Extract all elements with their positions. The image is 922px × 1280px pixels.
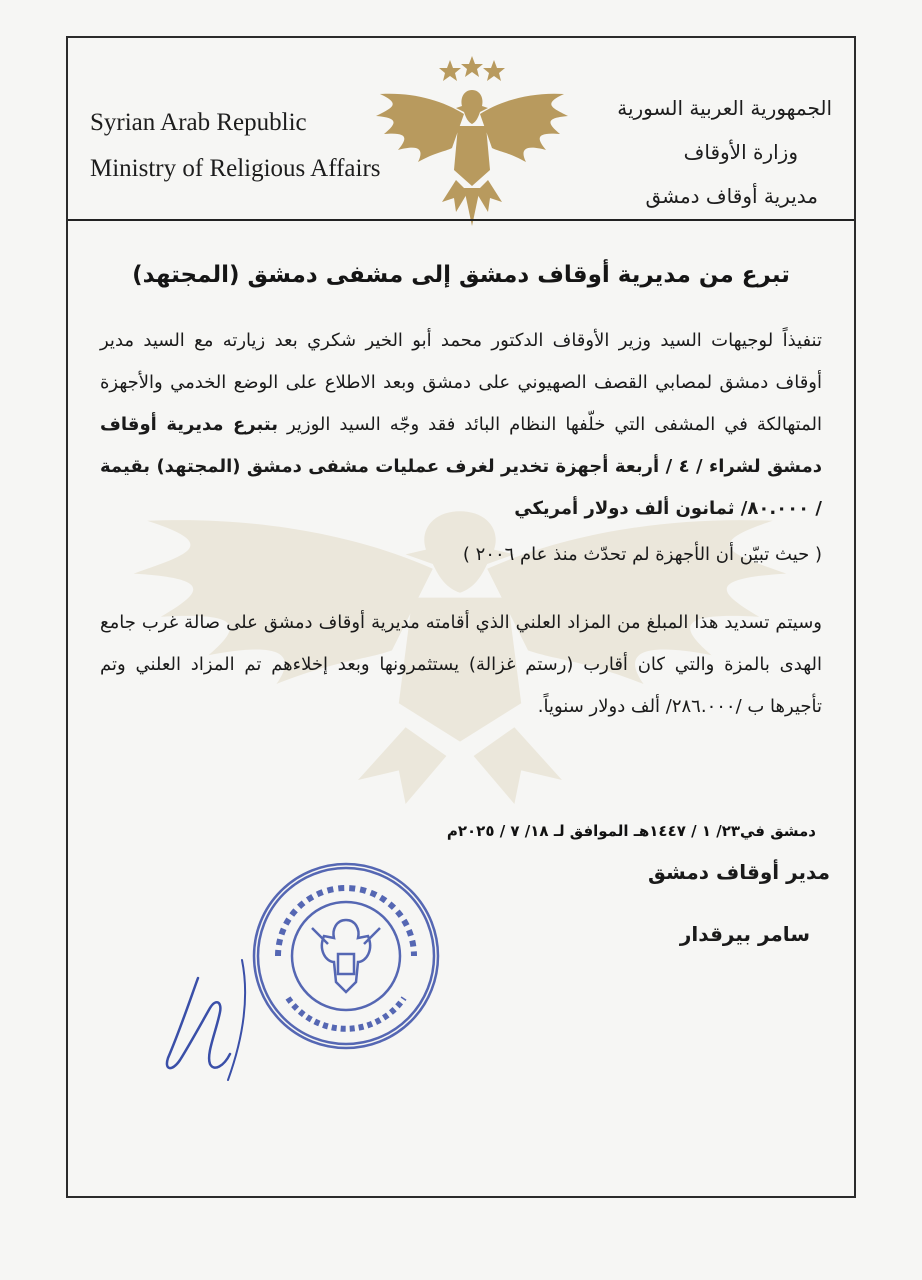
date-line: دمشق في٢٣/ ١ / ١٤٤٧هـ الموافق لـ ١٨/ ٧ / ٢٠٢٥م — [446, 822, 816, 840]
signatory-title: مدير أوقاف دمشق — [648, 860, 830, 884]
header-arabic-line-2: وزارة الأوقاف — [683, 140, 798, 164]
device-age-note: ( حيث تبيّن أن الأجهزة لم تحدّث منذ عام ٢٠٠٦ ) — [462, 544, 822, 565]
body-paragraph-2: وسيتم تسديد هذا المبلغ من المزاد العلني الذي أقامته مديرية أوقاف دمشق على صالة غرب جامع الهدى بالمزة والتي كان أقارب (رستم غزالة) يستثمرونها وبعد إخلاءهم تم المزاد العلني وتم تأجيرها ب /٢٨٦.٠٠٠/ ألف دولار سنوياً. — [100, 612, 822, 717]
header-english-line-2: Ministry of Religious Affairs — [90, 155, 381, 182]
header-english — [90, 100, 420, 192]
handwritten-signature-icon — [150, 950, 300, 1090]
header-arabic-line-3: مديرية أوقاف دمشق — [645, 184, 818, 208]
body-paragraph-1-text: تنفيذاً لوجيهات السيد وزير الأوقاف الدكتور محمد أبو الخير شكري بعد زيارته مع السيد مدير أوقاف دمشق لمصابي القصف الصهيوني على دمشق وبعد الاطلاع على الوضع الخدمي والأجهزة المتهالكة في المشفى التي خلّفها النظام البائد فقد وجّه السيد الوزير — [100, 330, 822, 435]
body-paragraph-1 — [100, 320, 822, 530]
header-arabic-line-1: الجمهورية العربية السورية — [617, 96, 832, 120]
header-english-line-1: Syrian Arab Republic — [90, 109, 307, 136]
header-divider — [68, 219, 854, 221]
signatory-name: سامر بيرقدار — [679, 922, 810, 946]
letter-title: تبرع من مديرية أوقاف دمشق إلى مشفى دمشق (المجتهد) — [132, 262, 790, 288]
donation-details: بتبرع مديرية أوقاف دمشق لشراء / ٤ / أربعة أجهزة تخدير لغرف عمليات مشفى دمشق (المجتهد) بقيمة / ٨٠.٠٠٠/ ثمانون ألف دولار أمريكي — [100, 414, 822, 519]
header-arabic — [532, 86, 832, 218]
